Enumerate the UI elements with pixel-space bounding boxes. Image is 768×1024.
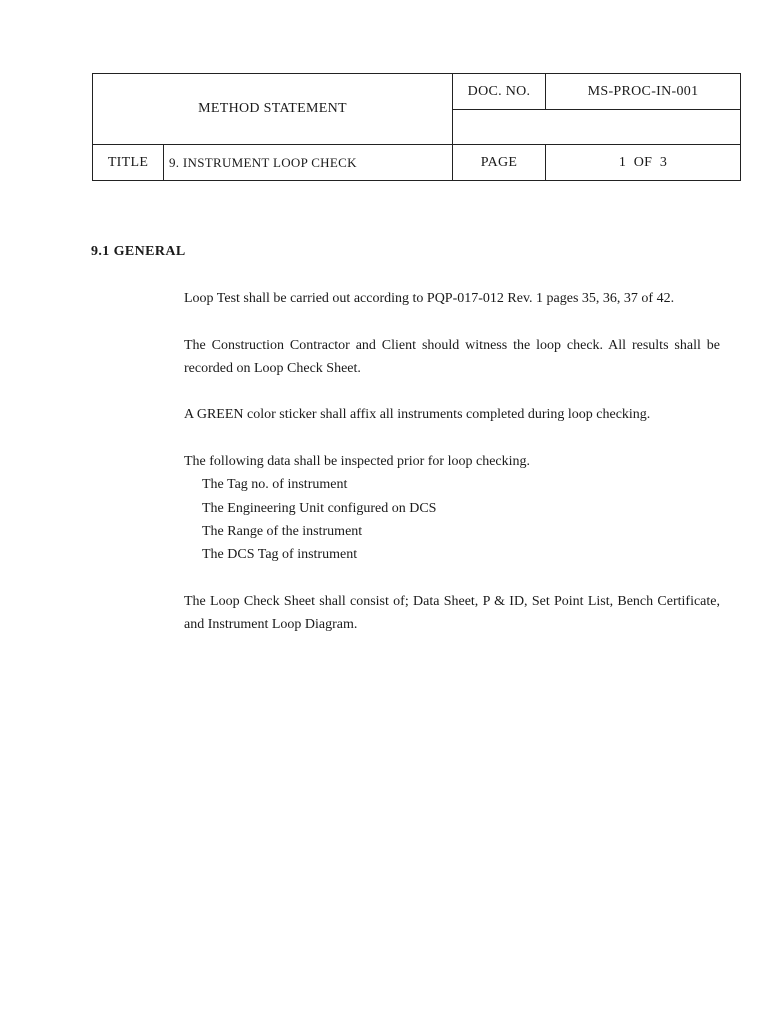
list-item: The Tag no. of instrument	[202, 477, 348, 493]
list-item: The Engineering Unit configured on DCS	[202, 500, 437, 516]
inspection-list	[184, 450, 720, 566]
document-header-table	[92, 73, 741, 181]
inspection-items	[184, 473, 720, 566]
paragraph-loop-test: Loop Test shall be carried out according to PQP-017-012 Rev. 1 pages 35, 36, 37 of 42.	[184, 291, 675, 306]
section-heading: 9.1 GENERAL	[91, 244, 186, 259]
section-body	[184, 287, 720, 660]
doc-no-label: DOC. NO.	[453, 74, 546, 110]
list-intro: The following data shall be inspected prior for loop checking.	[184, 454, 531, 470]
doc-type-cell: METHOD STATEMENT	[93, 74, 453, 145]
paragraph-sticker: A GREEN color sticker shall affix all instruments completed during loop checking.	[184, 407, 651, 423]
title-value: 9. INSTRUMENT LOOP CHECK	[164, 145, 453, 181]
paragraph-closing: The Loop Check Sheet shall consist of; Data Sheet, P & ID, Set Point List, Bench Certificate, and Instrument Loop Diagram.	[184, 593, 720, 633]
title-label: TITLE	[93, 145, 164, 181]
doc-no-extra-cell	[453, 110, 741, 145]
list-item: The DCS Tag of instrument	[202, 547, 358, 563]
list-item: The Range of the instrument	[202, 523, 363, 539]
doc-no-value: MS-PROC-IN-001	[546, 74, 741, 110]
page-label: PAGE	[453, 145, 546, 181]
paragraph-witness: The Construction Contractor and Client should witness the loop check. All results shall be recorded on Loop Check Sheet.	[184, 337, 720, 376]
page-value: 1 OF 3	[546, 145, 741, 181]
